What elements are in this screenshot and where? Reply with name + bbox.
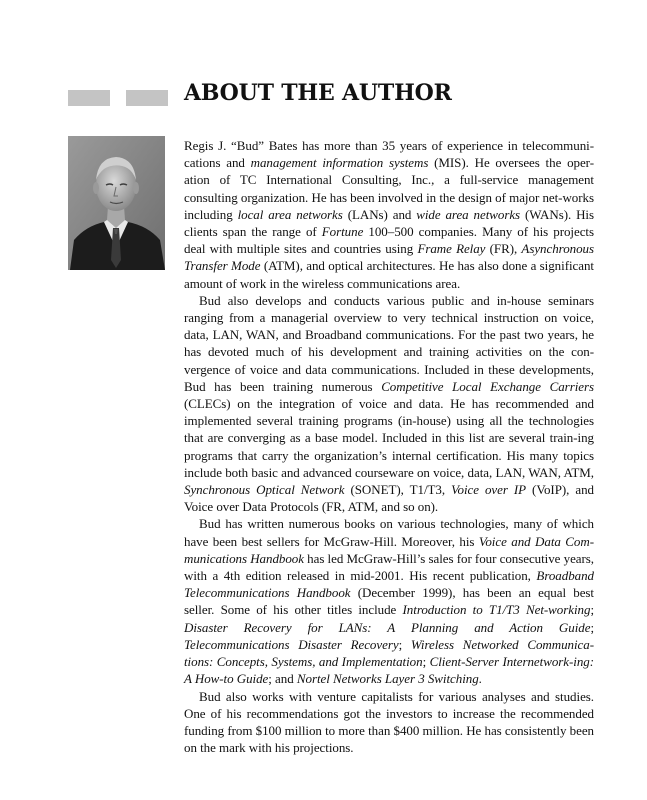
page-title: ABOUT THE AUTHOR [184, 80, 452, 106]
bio-paragraph-3: Bud has written numerous books on various technologies, many of which have been best sellers for McGraw-Hill. Moreover, his Voice and Data Com-munications Handbook has led McGraw-Hill’s sales for four consecutive years, with a 4th edition released in mid-2001. His recent publication, Broadband Telecommunications Handbook (December 1999), has been an equal best seller. Some of his other titles include Introduction to T1/T3 Net-working; Disaster Recovery for LANs: A Planning and Action Guide; Telecommunications Disaster Recovery; Wireless Networked Communica-tions: Concepts, Systems, and Implementation; Client-Server Internetwork-ing: A How-to Guide; and Nortel Networks Layer 3 Switching. [184, 516, 595, 687]
bio-paragraph-2: Bud also develops and conducts various public and in-house seminars ranging from a managerial overview to very technical instruction on voice, data, LAN, WAN, and Broadband communications. For the past two years, he has devoted much of his development and training activities on the con-vergence of voice and data communications. Included in these developments, Bud has been training numerous Competitive Local Exchange Carriers (CLECs) on the integration of voice and data. He has recommended and implemented several training programs (in-house) using all the technologies that are converging as a base model. Included in this list are several train-ing programs that carry the organization’s internal certification. His many topics include both basic and advanced courseware on voice, data, LAN, WAN, ATM, Synchronous Optical Network (SONET), T1/T3, Voice over IP (VoIP), and Voice over Data Protocols (FR, ATM, and so on). [184, 292, 594, 515]
author-biography [184, 137, 594, 756]
decorative-bar-right [126, 90, 168, 106]
decorative-bar-left [68, 90, 110, 106]
author-portrait-photo [68, 136, 165, 270]
bio-paragraph-1: Regis J. “Bud” Bates has more than 35 years of experience in telecommuni-cations and management information systems (MIS). He oversees the oper-ation of TC International Consulting, Inc., a full-service management consulting organization. He has been involved in the design of major net-works including local area networks (LANs) and wide area networks (WANs). His clients span the range of Fortune 100–500 companies. Many of his projects deal with multiple sites and countries using Frame Relay (FR), Asynchronous Transfer Mode (ATM), and optical architectures. He has also done a significant amount of work in the wireless communications area. [184, 138, 594, 291]
bio-paragraph-4: Bud also works with venture capitalists for various analyses and studies. One of his recommendations got the investors to increase the recommended funding from $100 million to more than $400 million. He has consistently been on the mark with his projections. [184, 688, 594, 756]
